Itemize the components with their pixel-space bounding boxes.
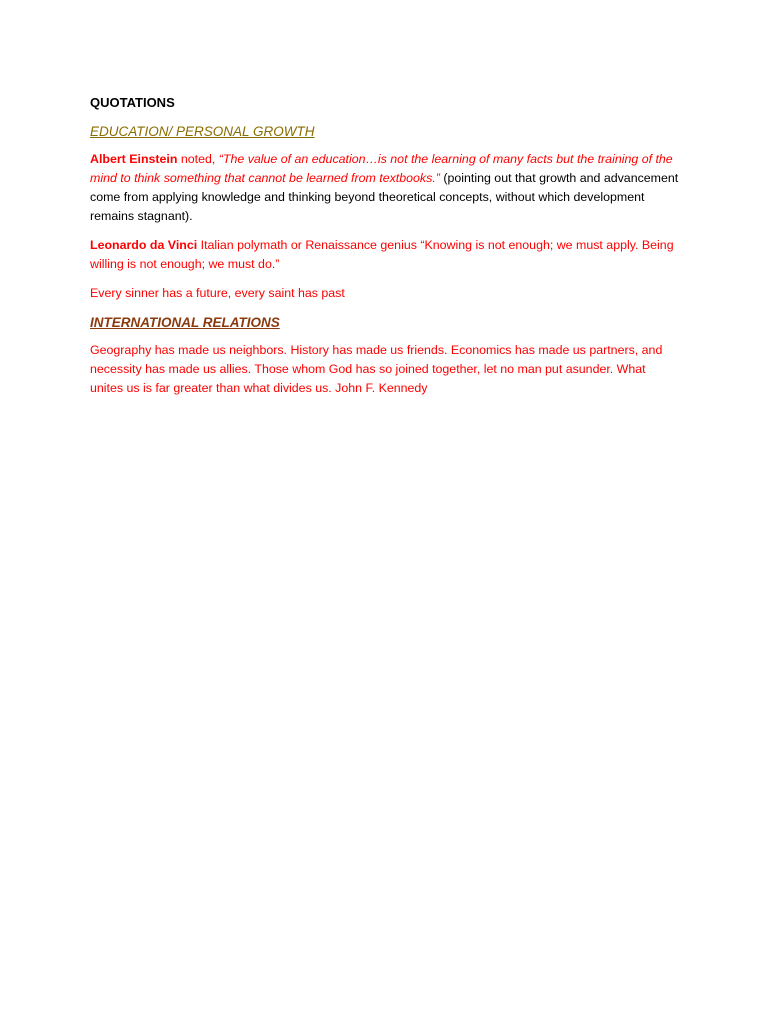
sinner-saint-quote: Every sinner has a future, every saint has past [90,286,345,300]
davinci-paragraph [90,236,680,274]
kennedy-quote: Geography has made us neighbors. History has made us friends. Economics has made us partners, and necessity has made us allies. Those whom God has so joined together, let no man put asunder. What unites us is far greater than what divides us. John F. Kennedy [90,343,663,395]
section-heading-international-relations: INTERNATIONAL RELATIONS [90,315,280,330]
einstein-paragraph [90,150,680,226]
author-da-vinci: Leonardo da Vinci [90,238,198,252]
document-page [90,93,680,408]
author-einstein: Albert Einstein [90,152,178,166]
einstein-quote: “The value of an education…is not the learning of many facts but the training of the mind to think something that cannot be learned from textbooks.” [90,152,673,185]
section-heading-education: EDUCATION/ PERSONAL GROWTH [90,124,315,139]
document-title: QUOTATIONS [90,95,175,110]
einstein-commentary: (pointing out that growth and advancement come from applying knowledge and thinking beyond theoretical concepts, without which development remains stagnant). [90,171,679,223]
connector-noted: noted, [177,152,219,166]
davinci-quote: Italian polymath or Renaissance genius “Knowing is not enough; we must apply. Being willing is not enough; we must do.” [90,238,674,271]
